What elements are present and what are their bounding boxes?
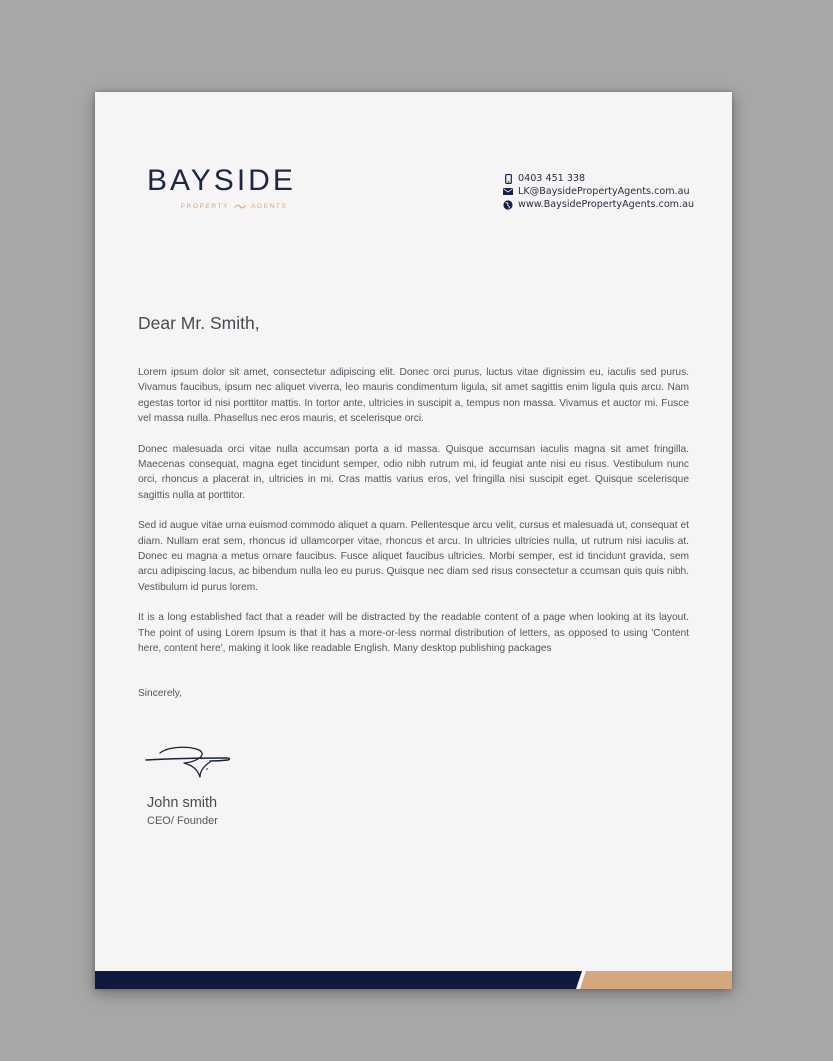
body-paragraph: Sed id augue vitae urna euismod commodo aliquet a quam. Pellentesque arcu velit, cursus et malesuada ut, consequat et diam. Nullam erat sem, rhoncus id ullamcorper vitae, rhoncus et arcu. In ultricies ultricies nulla, ut rutrum nisi iaculis at. Donec eu magna a metus ornare faucibus. Fusce aliquet faucibus ultricies. Morbi semper, est id tincidunt gravida, sem arcu adipiscing lacus, ac bibendum nulla leo eu purus. Quisque nec diam sed risus consectetur a ccumsan quis quis nibh. Vestibulum id purus lorem. [138,520,689,593]
contact-email-text[interactable]: LK@BaysidePropertyAgents.com.au [518,186,690,197]
envelope-icon [503,187,513,197]
phone-icon [503,174,513,184]
body-paragraph: Donec malesuada orci vitae nulla accumsan porta a id massa. Quisque accumsan iaculis magna sit amet fringilla. Maecenas consequat, magna eget tincidunt semper, odio nibh rutrum mi, id feugiat ante nisi eu risus. Vestibulum nunc orci, rhoncus a placerat in, ultricies in mi. Cras mattis varius eros, vel fringilla nisi suscipit eget. Quisque scelerisque sagittis nulla at porttitor. [138,443,689,501]
logo-tagline-right: AGENTS [251,203,288,210]
contact-phone-text: 0403 451 338 [518,173,586,184]
footer-tan-band [580,971,732,989]
globe-icon [503,200,513,210]
signer-title: CEO/ Founder [147,815,218,827]
body-paragraph: It is a long established fact that a reader will be distracted by the readable content of a page when looking at its layout. The point of using Lorem Ipsum is that it has a more-or-less normal distribution of letters, as opposed to using 'Content here, content here', making it look like readable English. Many desktop publishing packages [138,612,689,655]
wave-icon [234,204,246,209]
company-logo [147,164,321,210]
contact-website-text[interactable]: www.BaysidePropertyAgents.com.au [518,199,695,210]
contact-phone [503,172,694,185]
footer-stripe [95,971,732,989]
salutation: Dear Mr. Smith, [138,313,260,333]
footer-navy-band [95,971,582,989]
logo-tagline-left: PROPERTY [180,203,230,210]
body-paragraph: Lorem ipsum dolor sit amet, consectetur adipiscing elit. Donec orci purus, luctus vitae dignissim eu, iaculis sed purus. Vivamus faucibus, ipsum nec aliquet viverra, leo mauris condimentum ligula, sit amet sagittis enim ligula quis arcu. Nam egestas tortor id nisi porttitor mattis. In tortor ante, ultricies in suscipit a, tempus non massa. Vivamus et auctor mi. Fusce vel massa nulla. Phasellus nec eros mauris, et scelerisque orci. [138,367,689,425]
logo-wordmark: BAYSIDE [147,164,296,197]
contact-website[interactable] [503,198,694,211]
signer-name: John smith [147,795,218,811]
signature-image [144,744,234,782]
letterhead-page [95,92,732,989]
contact-email[interactable] [503,185,694,198]
closing: Sincerely, [138,688,182,699]
contact-block [503,172,694,211]
logo-tagline [147,203,321,210]
letter-body [138,365,689,672]
